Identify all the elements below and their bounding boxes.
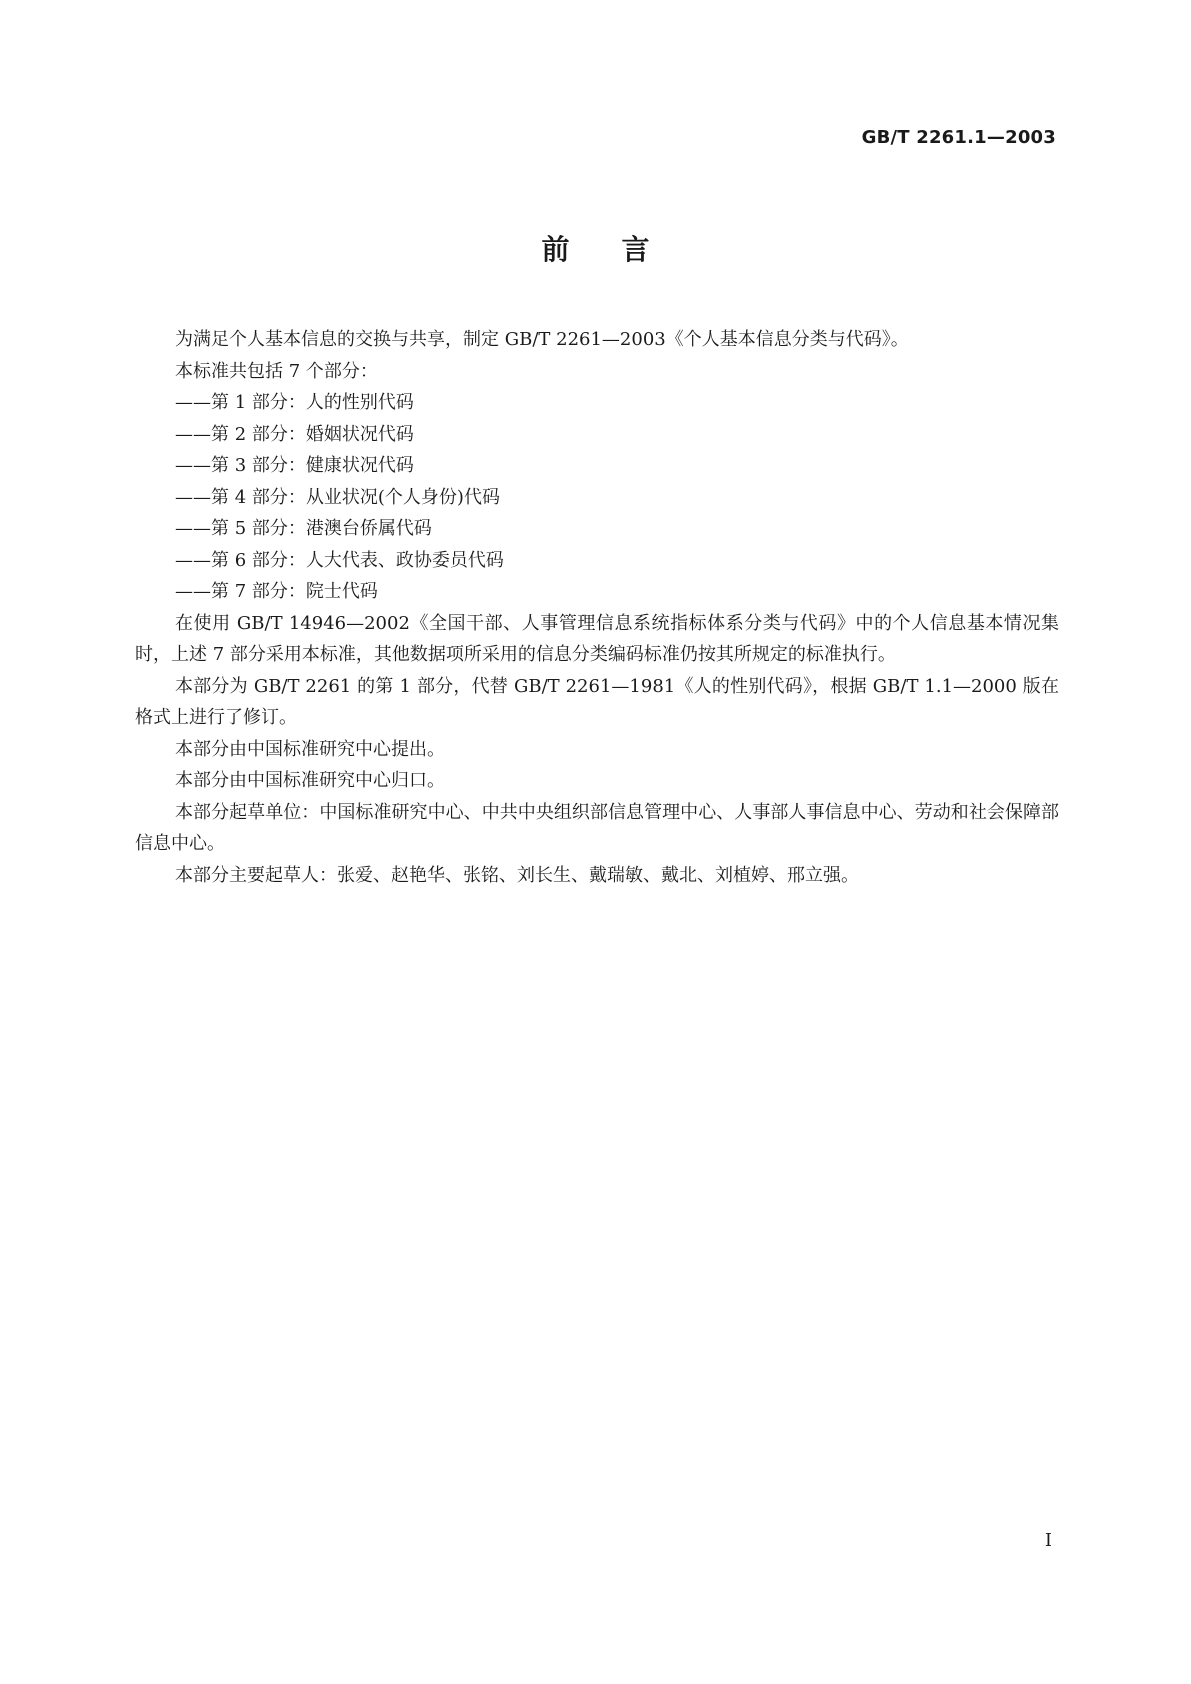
list-item: ——第 3 部分：健康状况代码 (175, 455, 414, 476)
drafting-units-paragraph: 本部分起草单位：中国标准研究中心、中共中央组织部信息管理中心、人事部人事信息中心、劳动和社会保障部信息中心。 (135, 801, 1059, 854)
drafters-paragraph: 本部分主要起草人：张爱、赵艳华、张铭、刘长生、戴瑞敏、戴北、刘植婷、邢立强。 (175, 864, 859, 886)
intro-paragraph: 为满足个人基本信息的交换与共享，制定 GB/T 2261—2003《个人基本信息分类与代码》。 (175, 329, 909, 350)
usage-paragraph: 在使用 GB/T 14946—2002《全国干部、人事管理信息系统指标体系分类与代码》中的个人信息基本情况集时，上述 7 部分采用本标准，其他数据项所采用的信息分类编码标准仍按其所规定的标准执行。 (135, 612, 1059, 665)
page-number: I (1044, 1530, 1052, 1551)
list-item: ——第 2 部分：婚姻状况代码 (175, 423, 414, 445)
list-item: ——第 1 部分：人的性别代码 (175, 392, 414, 413)
list-item: ——第 5 部分：港澳台侨属代码 (175, 518, 432, 539)
list-item: ——第 6 部分：人大代表、政协委员代码 (175, 549, 504, 571)
replacement-paragraph: 本部分为 GB/T 2261 的第 1 部分，代替 GB/T 2261—1981《人的性别代码》，根据 GB/T 1.1—2000 版在格式上进行了修订。 (135, 675, 1059, 728)
list-item: ——第 4 部分：从业状况(个人身份)代码 (175, 486, 500, 508)
foreword-body (135, 324, 1059, 891)
proposed-by-paragraph: 本部分由中国标准研究中心提出。 (175, 738, 445, 760)
standard-number: GB/T 2261.1—2003 (861, 127, 1056, 148)
parts-intro-paragraph: 本标准共包括 7 个部分： (175, 360, 378, 382)
page-title: 前言 (541, 233, 702, 266)
centralized-by-paragraph: 本部分由中国标准研究中心归口。 (175, 770, 445, 791)
list-item: ——第 7 部分：院士代码 (175, 581, 378, 602)
